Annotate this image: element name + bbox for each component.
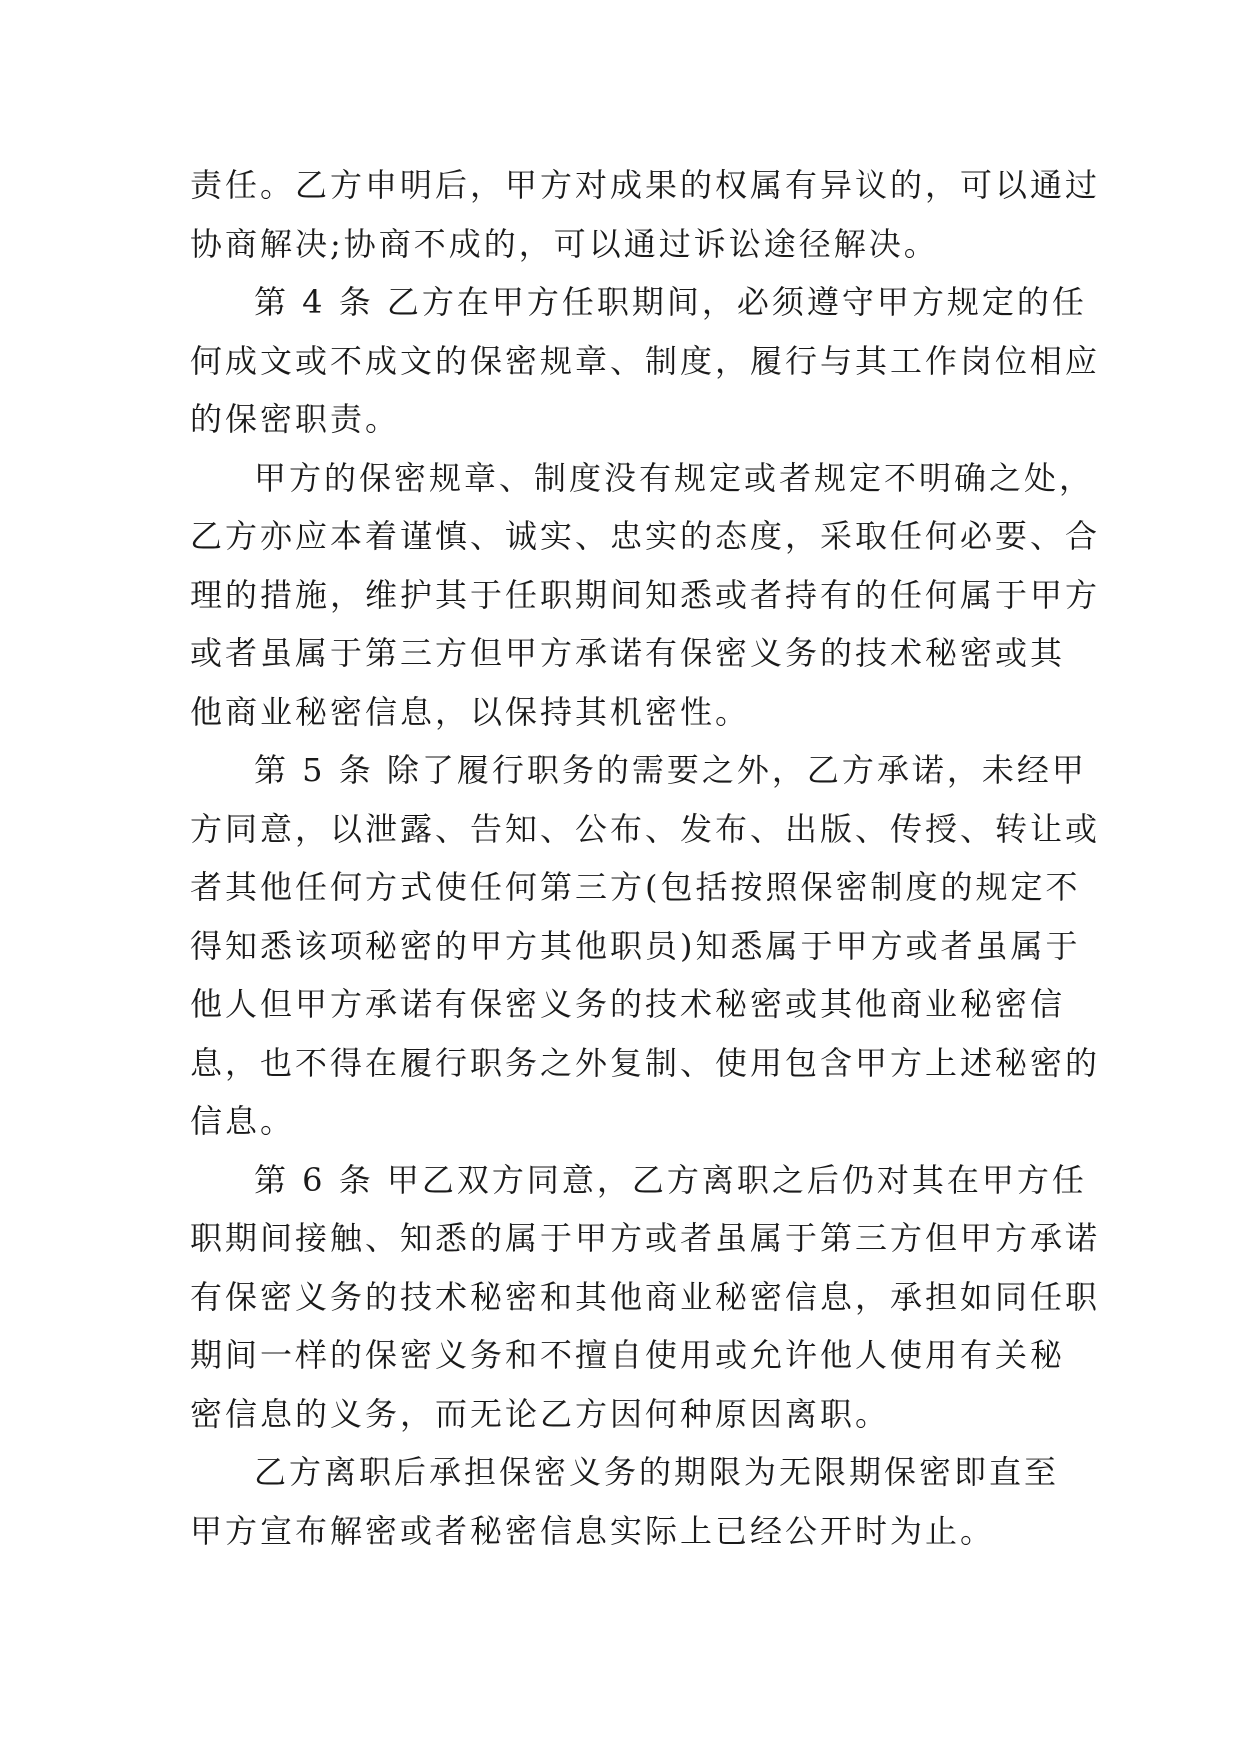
text-line-15: 他人但甲方承诺有保密义务的技术秘密或其他商业秘密信	[190, 985, 1066, 1023]
text-line-7: 乙方亦应本着谨慎、诚实、忠实的态度，采取任何必要、合	[190, 517, 1101, 555]
article-5-heading-line: 第 5 条 除了履行职务的需要之外，乙方承诺，未经甲	[254, 751, 1087, 789]
text-line-21: 期间一样的保密义务和不擅自使用或允许他人使用有关秘	[190, 1336, 1066, 1374]
text-line-24: 甲方宣布解密或者秘密信息实际上已经公开时为止。	[190, 1511, 996, 1550]
article-6-heading-line: 第 6 条 甲乙双方同意，乙方离职之后仍对其在甲方任	[254, 1160, 1087, 1199]
text-line-2: 协商解决;协商不成的，可以通过诉讼途径解决。	[190, 224, 939, 263]
text-line-16: 息，也不得在履行职务之外复制、使用包含甲方上述秘密的	[190, 1043, 1101, 1082]
text-line-19: 职期间接触、知悉的属于甲方或者虽属于第三方但甲方承诺	[190, 1219, 1101, 1257]
text-line-12: 方同意，以泄露、告知、公布、发布、出版、传授、转让或	[190, 809, 1101, 848]
text-line-20: 有保密义务的技术秘密和其他商业秘密信息，承担如同任职	[190, 1277, 1101, 1316]
text-line-17: 信息。	[190, 1102, 296, 1140]
text-line-5: 的保密职责。	[190, 400, 401, 438]
text-line-22: 密信息的义务，而无论乙方因何种原因离职。	[190, 1394, 891, 1433]
article-4-heading-line: 第 4 条 乙方在甲方任职期间，必须遵守甲方规定的任	[254, 283, 1087, 321]
paragraph-start-line: 乙方离职后承担保密义务的期限为无限期保密即直至	[254, 1453, 1060, 1491]
text-line-14: 得知悉该项秘密的甲方其他职员)知悉属于甲方或者虽属于	[190, 926, 1081, 965]
text-line-8: 理的措施，维护其于任职期间知悉或者持有的任何属于甲方	[190, 575, 1101, 614]
document-body	[190, 156, 1101, 1560]
text-line-9: 或者虽属于第三方但甲方承诺有保密义务的技术秘密或其	[190, 634, 1066, 672]
text-line-1: 责任。乙方申明后，甲方对成果的权属有异议的，可以通过	[190, 166, 1101, 204]
text-line-4: 何成文或不成文的保密规章、制度，履行与其工作岗位相应	[190, 341, 1101, 380]
text-line-13: 者其他任何方式使任何第三方(包括按照保密制度的规定不	[190, 868, 1081, 906]
paragraph-start-line: 甲方的保密规章、制度没有规定或者规定不明确之处，	[254, 458, 1095, 497]
text-line-10: 他商业秘密信息，以保持其机密性。	[190, 692, 751, 731]
